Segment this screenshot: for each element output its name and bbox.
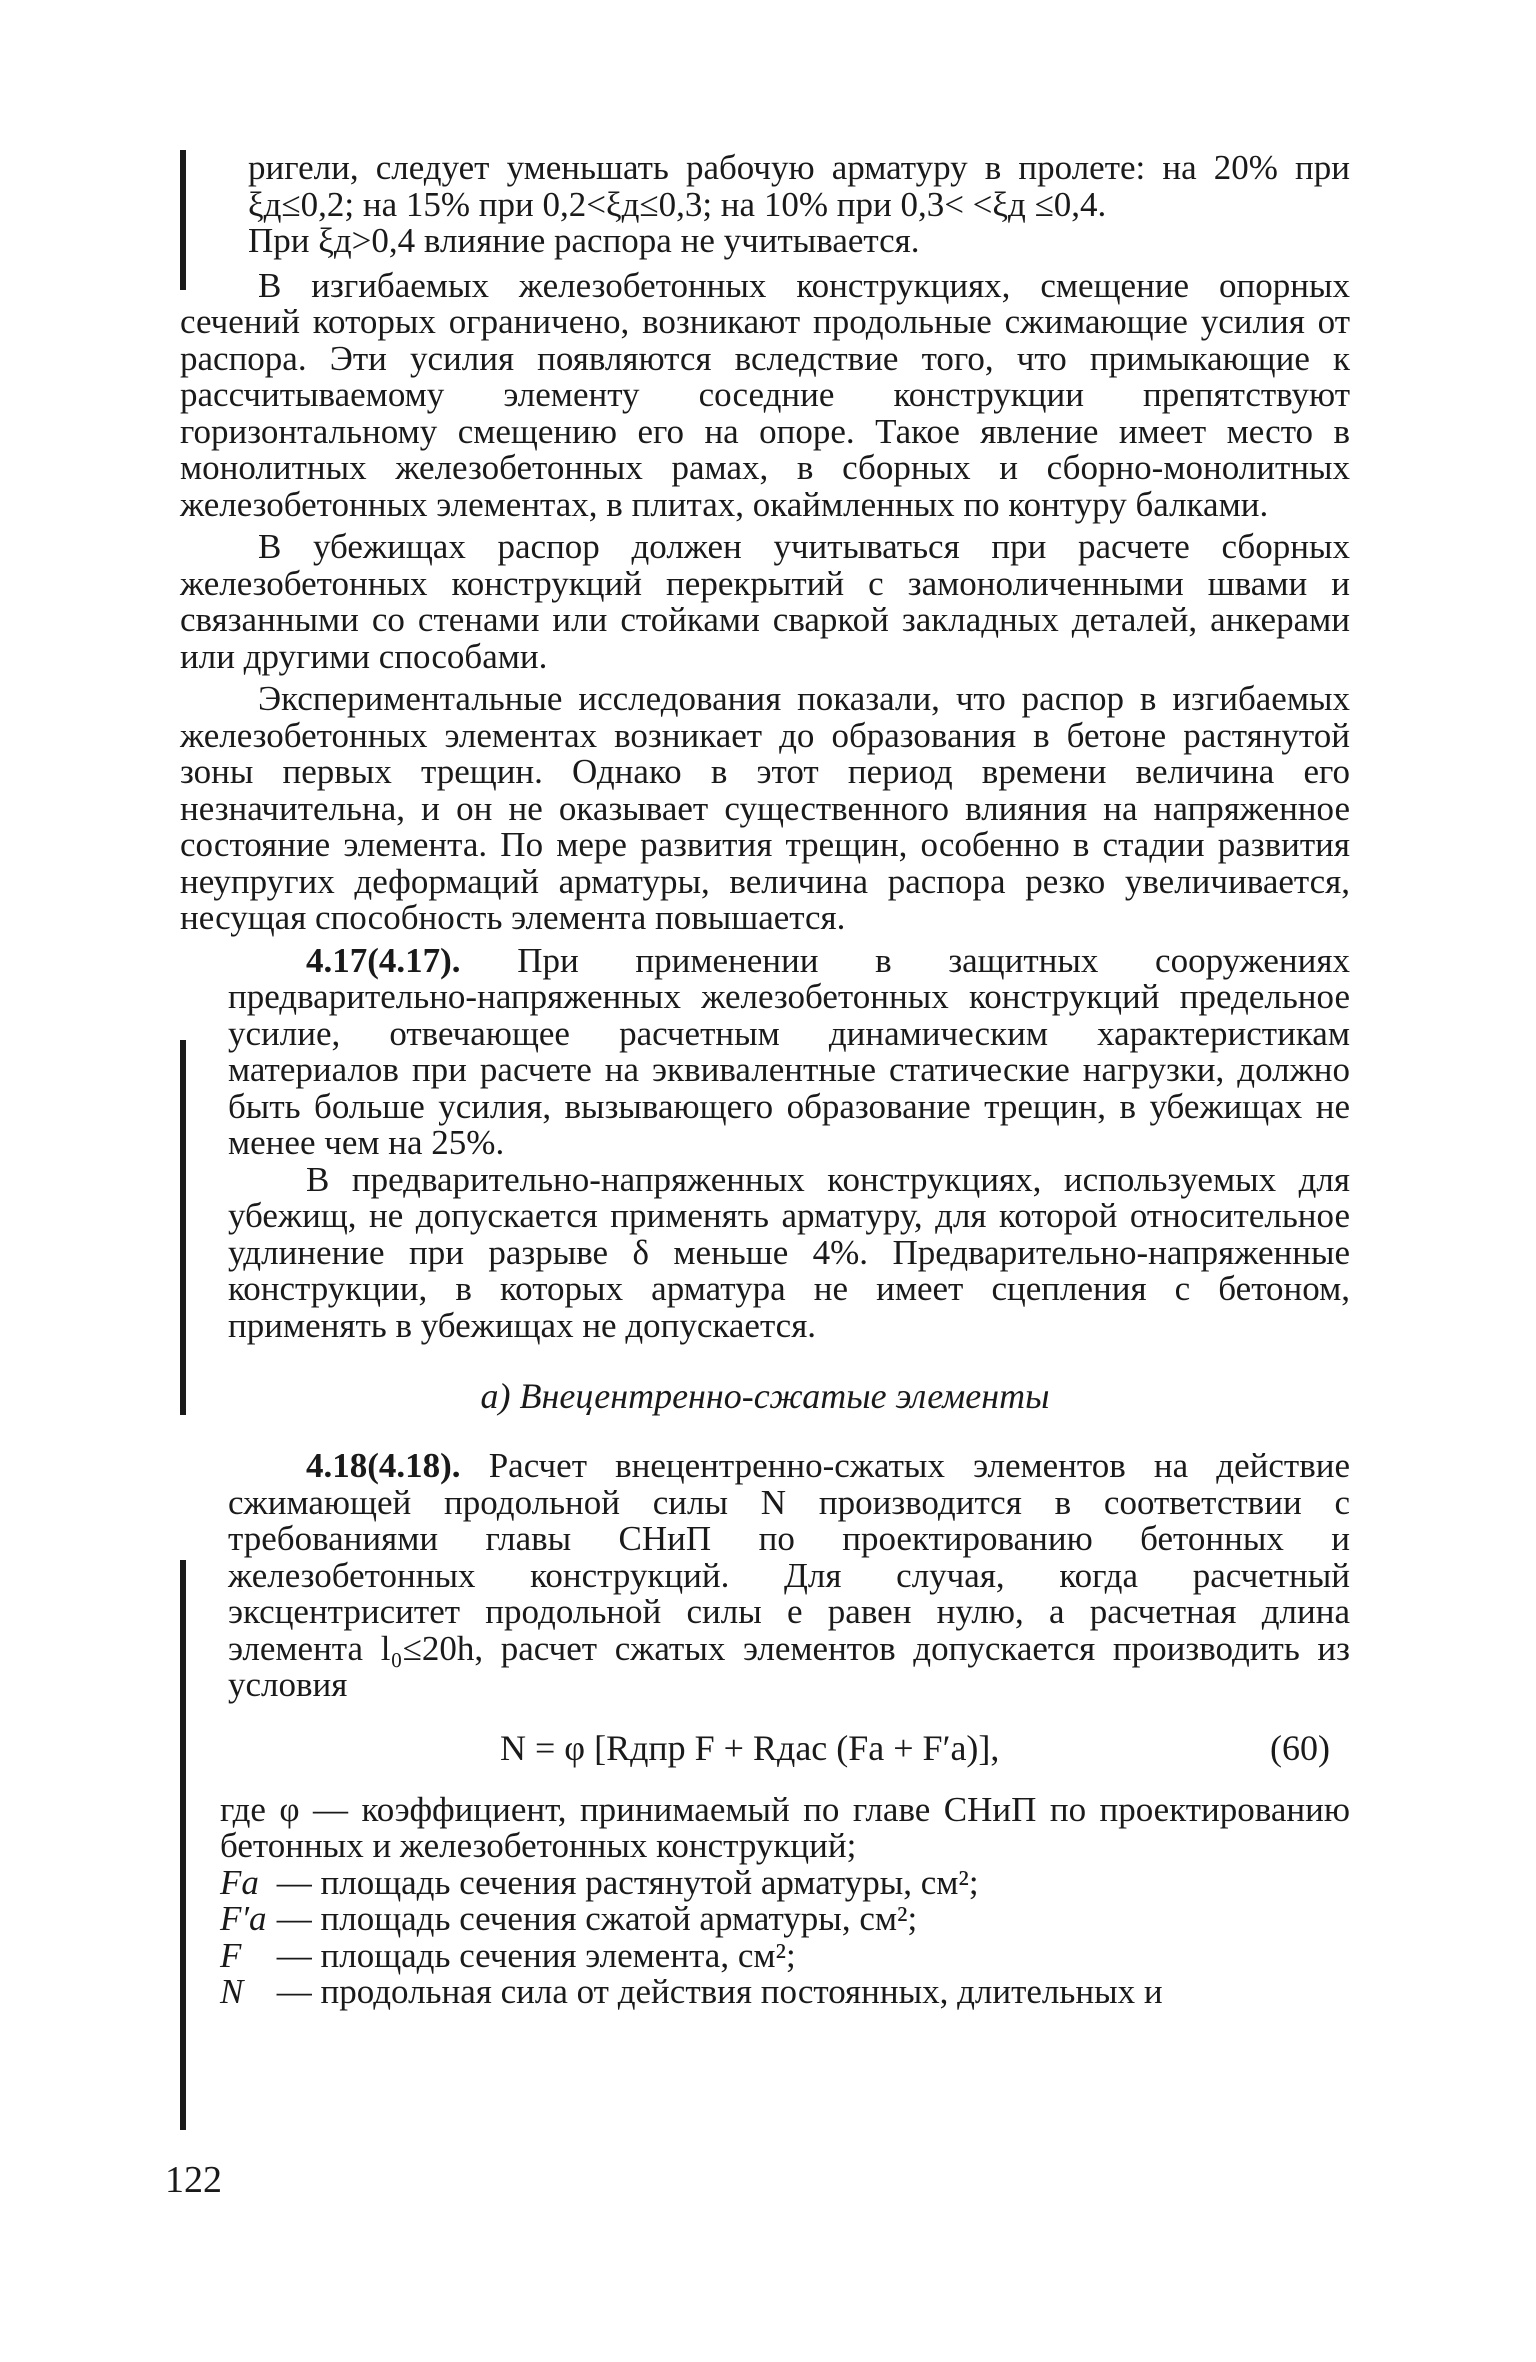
definition-text: — продольная сила от действия постоянных, длительных и [276,1972,1163,2011]
paragraph: При ξд>0,4 влияние распора не учитывается. [248,221,920,260]
page-number: 122 [165,2159,222,2201]
definition-item [180,1862,1350,1902]
paragraph: В изгибаемых железобетонных конструкциях, смещение опорных сечений которых ограничено, возникают продольные сжимающие усилия от распора. Эти усилия появляются вследствие того, что примыкающие к рассчитываемому элементу соседние конструкции препятствуют горизонтальному смещению его на опоре. Такое явление имеет место в монолитных железобетонных рамах, в сборных и сборно-монолитных железобетонных элементах, в плитах, окаймленных по контуру балками. [180,265,1350,524]
definition-text: — площадь сечения элемента, см²; [276,1935,796,1975]
section-number: 4.17(4.17). [306,940,461,980]
paragraph: ригели, следует уменьшать рабочую арматуру в пролете: на 20% при ξд≤0,2; на 15% при 0,2<ξд≤0,3; на 10% при 0,3< <ξд ≤0,4. [248,148,1350,224]
section-number: 4.18(4.18). [306,1446,461,1485]
formula-number: (60) [1270,1727,1330,1768]
definition-symbol: F [220,1935,242,1975]
paragraph: где φ — коэффициент, принимаемый по главе СНиП по проектированию бетонных и железобетонных конструкций; [220,1789,1350,1865]
subsection-heading: а) Внецентренно-сжатые элементы [480,1376,1050,1416]
definition-item [180,1935,1350,1975]
text-column [180,150,1350,2011]
definition-text: — площадь сечения растянутой арматуры, см²; [276,1862,979,1902]
paragraph: Экспериментальные исследования показали, что распор в изгибаемых железобетонных элементах возникает до образования в бетоне растянутой зоны первых трещин. Однако в этот период времени величина его незначительна, и он не оказывает существенного влияния на напряженное состояние элемента. По мере развития трещин, особенно в стадии развития неупругих деформаций арматуры, величина распора резко увеличивается, несущая способность элемента повышается. [180,679,1350,937]
section-4-18 [180,1448,1350,1704]
section-4-17 [180,940,1350,1162]
section-text: Расчет внецентренно-сжатых элементов на действие сжимающей продольной силы N производится в соответствии с требованиями главы СНиП по проектированию бетонных и железобетонных конструкций. Для случая, когда расчетный эксцентриситет продольной силы e равен нулю, а расчетная длина элемента l₀≤20h, расчет сжатых элементов допускается производить из условия [228,1446,1350,1704]
definition-text: — площадь сечения сжатой арматуры, см²; [276,1899,918,1938]
definition-symbol: Fа [220,1862,259,1902]
definition-symbol: F′а [220,1899,267,1938]
formula-60 [180,1724,1350,1772]
definition-item [180,1974,1350,2011]
paragraph: В предварительно-напряженных конструкциях, используемых для убежищ, не допускается применять арматуру, для которой относительное удлинение при разрыве δ меньше 4%. Предварительно-напряженные конструкции, в которых арматура не имеет сцепления с бетоном, применять в убежищах не допускается. [228,1159,1350,1345]
definition-item [180,1901,1350,1938]
definition-symbol: N [220,1972,244,2011]
section-text: При применении в защитных сооружениях предварительно-напряженных железобетонных конструкций предельное усилие, отвечающее расчетным динамическим характеристикам материалов при расчете на эквивалентные статические нагрузки, должно быть больше усилия, вызывающего образование трещин, в убежищах не менее чем на 25%. [228,940,1350,1162]
paragraph: В убежищах распор должен учитываться при расчете сборных железобетонных конструкций перекрытий с замоноличенными швами и связанными со стенами или стойками сваркой закладных деталей, анкерами или другими способами. [180,527,1350,676]
formula-expression: N = φ [Rдпр F + Rдас (Fа + F′а)], [500,1727,1000,1768]
